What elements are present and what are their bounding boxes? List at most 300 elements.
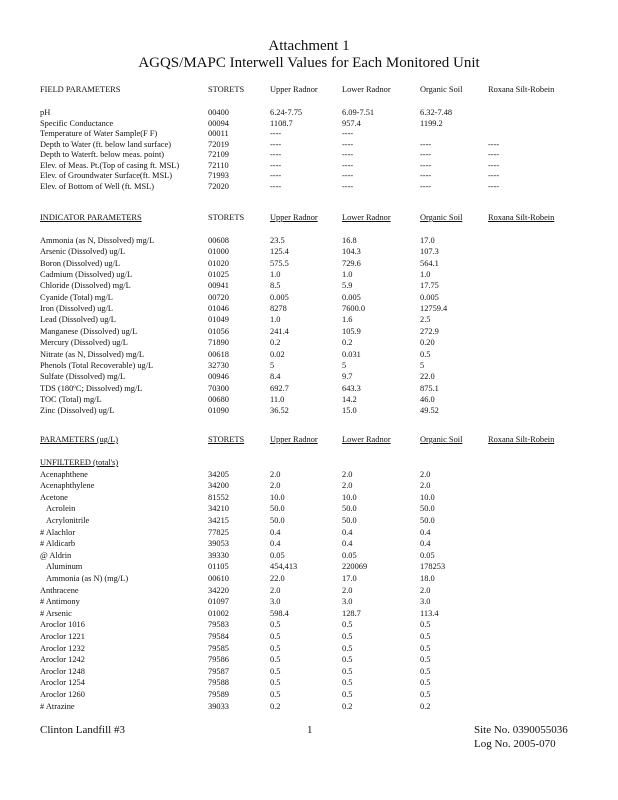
cell-value: 0.4	[420, 527, 431, 537]
cell-value: 0.5	[342, 655, 353, 665]
table-row	[0, 327, 618, 337]
cell-value: 2.0	[342, 585, 353, 595]
parameter-name: Arsenic (Dissolved) ug/L	[40, 247, 126, 257]
cell-value: 11.0	[270, 394, 285, 404]
cell-value: 34210	[208, 504, 229, 514]
cell-value: 1108.7	[270, 118, 293, 128]
table-row	[0, 667, 618, 677]
table-row	[0, 161, 618, 171]
cell-value: 2.0	[270, 469, 281, 479]
parameter-name: Elev. of Bottom of Well (ft. MSL)	[40, 181, 155, 191]
cell-value: 3.0	[420, 597, 431, 607]
table-row	[0, 372, 618, 382]
table-row	[0, 384, 618, 394]
parameter-name: Zinc (Dissolved) ug/L	[40, 406, 115, 416]
table-row	[0, 182, 618, 192]
cell-value: 5	[420, 360, 425, 370]
cell-value: 2.0	[342, 469, 353, 479]
cell-value: 107.3	[420, 247, 439, 257]
parameter-name: Aroclor 1221	[40, 632, 85, 641]
cell-value: 39053	[208, 539, 229, 549]
parameter-name: Aroclor 1254	[40, 678, 85, 688]
cell-value: ----	[270, 150, 282, 159]
cell-value: 01097	[208, 597, 229, 607]
cell-value: 39330	[208, 550, 229, 560]
cell-value: 46.0	[420, 394, 435, 404]
cell-value: 128.7	[342, 608, 361, 618]
table-row	[0, 493, 618, 503]
cell-value: 10.0	[342, 492, 357, 502]
column-header: Lower Radnor	[342, 213, 391, 222]
table-row	[0, 458, 618, 468]
table-row	[0, 620, 618, 630]
table-row	[0, 338, 618, 348]
cell-value: 5	[342, 360, 347, 370]
cell-value: 71890	[208, 338, 229, 348]
cell-value: 01056	[208, 326, 229, 336]
column-header: Organic Soil	[420, 213, 463, 222]
table-row	[0, 406, 618, 416]
cell-value: 0.5	[420, 632, 431, 641]
parameter-name: Iron (Dissolved) ug/L	[40, 304, 114, 314]
parameter-name: # Alachlor	[40, 527, 76, 537]
cell-value: 15.0	[342, 406, 357, 416]
cell-value: ----	[342, 181, 354, 191]
cell-value: 1.6	[342, 315, 353, 325]
parameter-name: Temperature of Water Sample(F F)	[40, 129, 158, 138]
table-row	[0, 293, 618, 303]
cell-value: 12759.4	[420, 304, 448, 314]
table-row	[0, 574, 618, 584]
table-row	[0, 281, 618, 291]
cell-value: 692.7	[270, 383, 289, 393]
cell-value: 10.0	[420, 492, 435, 502]
cell-value: 0.4	[342, 539, 353, 549]
cell-value: 36.52	[270, 406, 289, 416]
cell-value: 0.20	[420, 338, 435, 348]
cell-value: 00094	[208, 118, 229, 128]
parameter-name: Aroclor 1232	[40, 643, 85, 653]
cell-value: 6.09-7.51	[342, 108, 375, 117]
cell-value: 79588	[208, 678, 229, 688]
cell-value: 17.0	[342, 574, 357, 583]
parameter-name: UNFILTERED (total's)	[40, 458, 119, 467]
cell-value: ----	[420, 150, 432, 159]
cell-value: 2.0	[420, 481, 431, 491]
cell-value: 00011	[208, 129, 229, 138]
cell-value: 2.0	[270, 481, 281, 491]
table-row	[0, 644, 618, 654]
cell-value: 50.0	[420, 516, 435, 525]
parameter-name: # Atrazine	[40, 701, 75, 711]
cell-value: 0.5	[270, 666, 281, 676]
section-header	[0, 435, 618, 445]
footer-log-number: Log No. 2005-070	[474, 738, 556, 750]
parameter-name: pH	[40, 108, 51, 117]
cell-value: 0.5	[270, 678, 281, 688]
cell-value: 50.0	[420, 504, 435, 514]
cell-value: 1.0	[420, 270, 431, 280]
table-row	[0, 470, 618, 480]
cell-value: ----	[342, 129, 354, 138]
cell-value: 0.5	[270, 690, 281, 699]
cell-value: 104.3	[342, 247, 361, 257]
parameter-name: Chloride (Dissolved) mg/L	[40, 281, 131, 291]
cell-value: ----	[420, 171, 432, 180]
cell-value: 178253	[420, 562, 446, 572]
table-row	[0, 481, 618, 491]
column-header: Roxana Silt-Robein	[488, 213, 555, 222]
cell-value: ----	[270, 129, 282, 138]
cell-value: 0.5	[420, 666, 431, 676]
page-title: Attachment 1	[268, 38, 350, 54]
cell-value: ----	[270, 181, 282, 191]
cell-value: 01049	[208, 315, 229, 325]
table-row	[0, 632, 618, 642]
cell-value: 220069	[342, 562, 368, 572]
parameter-name: Anthracene	[40, 585, 79, 595]
cell-value: 0.5	[420, 678, 431, 688]
cell-value: 3.0	[342, 597, 353, 607]
cell-value: 0.5	[420, 690, 431, 699]
cell-value: 72110	[208, 160, 229, 170]
cell-value: 01025	[208, 270, 229, 280]
cell-value: 241.4	[270, 326, 289, 336]
cell-value: 0.4	[342, 527, 353, 537]
cell-value: 643.3	[342, 383, 361, 393]
cell-value: 272.9	[420, 326, 439, 336]
cell-value: 1.0	[270, 270, 281, 280]
cell-value: 0.4	[270, 539, 281, 549]
table-row	[0, 609, 618, 619]
parameter-name: Cadmium (Dissolved) ug/L	[40, 270, 133, 280]
cell-value: 22.0	[270, 574, 285, 583]
cell-value: 01002	[208, 608, 229, 618]
cell-value: ----	[420, 139, 432, 149]
table-row	[0, 270, 618, 280]
column-header: STORETS	[208, 435, 245, 444]
cell-value: 39033	[208, 701, 229, 711]
parameter-name: Aroclor 1242	[40, 655, 85, 665]
column-header: INDICATOR PARAMETERS	[40, 213, 142, 222]
parameter-name: Sulfate (Dissolved) mg/L	[40, 372, 126, 382]
cell-value: 71993	[208, 171, 229, 180]
cell-value: 0.5	[420, 620, 431, 630]
cell-value: 0.5	[342, 643, 353, 653]
cell-value: 10.0	[270, 492, 285, 502]
column-header: Organic Soil	[420, 85, 463, 94]
parameter-name: @ Aldrin	[40, 550, 72, 560]
parameter-name: Manganese (Dissolved) ug/L	[40, 326, 138, 336]
column-header: Roxana Silt-Robein	[488, 85, 555, 94]
cell-value: 32730	[208, 360, 229, 370]
cell-value: 22.0	[420, 372, 435, 382]
column-header: STORETS	[208, 213, 245, 222]
table-row	[0, 702, 618, 712]
cell-value: 01000	[208, 247, 229, 257]
parameter-name: Boron (Dissolved) ug/L	[40, 258, 121, 268]
parameter-name: Aluminum	[46, 562, 83, 572]
cell-value: 81552	[208, 492, 229, 502]
cell-value: 01090	[208, 406, 229, 416]
section-header	[0, 213, 618, 223]
cell-value: 77825	[208, 527, 229, 537]
cell-value: 17.75	[420, 281, 439, 291]
cell-value: 0.031	[342, 349, 361, 359]
column-header: Lower Radnor	[342, 435, 391, 444]
column-header: FIELD PARAMETERS	[40, 85, 121, 94]
cell-value: 34200	[208, 481, 229, 491]
table-row	[0, 140, 618, 150]
column-header: PARAMETERS (ug/L)	[40, 435, 119, 444]
parameter-name: Aroclor 1260	[40, 690, 85, 699]
cell-value: 34215	[208, 516, 229, 525]
cell-value: 0.5	[270, 632, 281, 641]
cell-value: 0.02	[270, 349, 285, 359]
cell-value: 49.52	[420, 406, 439, 416]
parameter-name: Lead (Dissolved) ug/L	[40, 315, 116, 325]
table-row	[0, 690, 618, 700]
cell-value: 01105	[208, 562, 229, 572]
cell-value: 00680	[208, 394, 229, 404]
parameter-name: # Aldicarb	[40, 539, 76, 549]
cell-value: 00941	[208, 281, 229, 291]
table-row	[0, 597, 618, 607]
column-header: Organic Soil	[420, 435, 463, 444]
cell-value: 50.0	[342, 504, 357, 514]
cell-value: 0.5	[420, 655, 431, 665]
parameter-name: Nitrate (as N, Dissolved) mg/L	[40, 349, 144, 359]
cell-value: 105.9	[342, 326, 361, 336]
table-row	[0, 129, 618, 139]
parameter-name: # Arsenic	[40, 608, 72, 618]
table-row	[0, 150, 618, 160]
cell-value: 14.2	[342, 394, 357, 404]
column-header: STORETS	[208, 85, 245, 94]
table-row	[0, 551, 618, 561]
cell-value: 0.4	[270, 527, 281, 537]
cell-value: 0.05	[420, 550, 435, 560]
table-row	[0, 655, 618, 665]
cell-value: 23.5	[270, 236, 285, 245]
cell-value: 01020	[208, 258, 229, 268]
table-row	[0, 586, 618, 596]
parameter-name: Acenaphthene	[40, 469, 88, 479]
cell-value: ----	[488, 150, 500, 159]
cell-value: 72109	[208, 150, 229, 159]
cell-value: 18.0	[420, 574, 435, 583]
cell-value: ----	[488, 139, 500, 149]
cell-value: 2.5	[420, 315, 431, 325]
cell-value: 6.32-7.48	[420, 108, 453, 117]
cell-value: 50.0	[270, 516, 285, 525]
cell-value: 1.0	[342, 270, 353, 280]
cell-value: 1199.2	[420, 118, 443, 128]
parameter-name: Ammonia (as N) (mg/L)	[46, 574, 129, 583]
cell-value: 50.0	[342, 516, 357, 525]
cell-value: 79585	[208, 643, 229, 653]
table-row	[0, 236, 618, 246]
parameter-name: Acetone	[40, 492, 68, 502]
parameter-name: Phenols (Total Recoverable) ug/L	[40, 360, 154, 370]
column-header: Roxana Silt-Robein	[488, 435, 555, 444]
cell-value: 01046	[208, 304, 229, 314]
page-number: 1	[307, 724, 313, 736]
table-row	[0, 528, 618, 538]
cell-value: ----	[488, 181, 500, 191]
cell-value: 0.005	[420, 292, 439, 302]
cell-value: 00610	[208, 574, 229, 583]
cell-value: 0.5	[420, 349, 431, 359]
table-row	[0, 171, 618, 181]
cell-value: ----	[488, 160, 500, 170]
cell-value: ----	[420, 181, 432, 191]
cell-value: 6.24-7.75	[270, 108, 303, 117]
table-row	[0, 361, 618, 371]
cell-value: 79583	[208, 620, 229, 630]
cell-value: 5.9	[342, 281, 353, 291]
cell-value: 00400	[208, 108, 229, 117]
cell-value: ----	[270, 160, 282, 170]
table-row	[0, 678, 618, 688]
cell-value: 00608	[208, 236, 229, 245]
parameter-name: Mercury (Dissolved) ug/L	[40, 338, 128, 348]
column-header: Lower Radnor	[342, 85, 391, 94]
cell-value: 1.0	[270, 315, 281, 325]
cell-value: 454,413	[270, 562, 298, 572]
column-header: Upper Radnor	[270, 435, 318, 444]
table-row	[0, 516, 618, 526]
cell-value: 0.2	[270, 701, 281, 711]
parameter-name: Elev. of Meas. Pt.(Top of casing ft. MSL)	[40, 160, 180, 170]
cell-value: 0.5	[342, 620, 353, 630]
cell-value: 70300	[208, 383, 229, 393]
cell-value: 79589	[208, 690, 229, 699]
table-row	[0, 315, 618, 325]
cell-value: 0.5	[342, 690, 353, 699]
parameter-name: Acenaphthylene	[40, 481, 95, 491]
cell-value: 0.5	[342, 678, 353, 688]
cell-value: 0.5	[270, 620, 281, 630]
cell-value: 2.0	[270, 585, 281, 595]
cell-value: 00946	[208, 372, 229, 382]
cell-value: ----	[342, 139, 354, 149]
cell-value: 16.8	[342, 236, 357, 245]
cell-value: 17.0	[420, 236, 435, 245]
table-row	[0, 247, 618, 257]
cell-value: 0.2	[342, 701, 353, 711]
cell-value: 34220	[208, 585, 229, 595]
cell-value: 00618	[208, 349, 229, 359]
cell-value: 0.005	[342, 292, 361, 302]
cell-value: 8.4	[270, 372, 281, 382]
table-row	[0, 562, 618, 572]
cell-value: 729.6	[342, 258, 361, 268]
parameter-name: Depth to Water (ft. below land surface)	[40, 139, 172, 149]
section-header	[0, 85, 618, 95]
footer-site-number: Site No. 0390055036	[474, 724, 568, 736]
cell-value: ----	[420, 160, 432, 170]
cell-value: 0.5	[342, 666, 353, 676]
cell-value: 113.4	[420, 608, 439, 618]
parameter-name: Elev. of Groundwater Surface(ft. MSL)	[40, 171, 173, 180]
table-row	[0, 108, 618, 118]
parameter-name: Depth to Waterft. below meas. point)	[40, 150, 165, 159]
cell-value: 50.0	[270, 504, 285, 514]
table-row	[0, 350, 618, 360]
cell-value: 0.2	[270, 338, 281, 348]
cell-value: 8.5	[270, 281, 281, 291]
cell-value: 957.4	[342, 118, 361, 128]
cell-value: 72019	[208, 139, 229, 149]
cell-value: 875.1	[420, 383, 439, 393]
parameter-name: TDS (180ºC; Dissolved) mg/L	[40, 383, 143, 393]
cell-value: 9.7	[342, 372, 353, 382]
cell-value: 0.5	[420, 643, 431, 653]
parameter-name: Ammonia (as N, Dissolved) mg/L	[40, 236, 155, 245]
table-row	[0, 259, 618, 269]
table-row	[0, 504, 618, 514]
cell-value: 00720	[208, 292, 229, 302]
table-row	[0, 539, 618, 549]
cell-value: 0.5	[342, 632, 353, 641]
cell-value: 79587	[208, 666, 229, 676]
parameter-name: Cyanide (Total) mg/L	[40, 292, 113, 302]
column-header: Upper Radnor	[270, 213, 318, 222]
parameter-name: TOC (Total) mg/L	[40, 394, 102, 404]
table-row	[0, 304, 618, 314]
cell-value: 72020	[208, 181, 229, 191]
table-row	[0, 119, 618, 129]
cell-value: 0.05	[270, 550, 285, 560]
cell-value: 79584	[208, 632, 229, 641]
cell-value: 0.5	[270, 643, 281, 653]
page-subtitle: AGQS/MAPC Interwell Values for Each Monitored Unit	[138, 55, 480, 71]
cell-value: ----	[488, 171, 500, 180]
parameter-name: Specific Conductance	[40, 118, 114, 128]
cell-value: ----	[342, 171, 354, 180]
cell-value: 0.4	[420, 539, 431, 549]
cell-value: ----	[270, 139, 282, 149]
cell-value: 0.2	[342, 338, 353, 348]
column-header: Upper Radnor	[270, 85, 318, 94]
cell-value: 0.5	[270, 655, 281, 665]
cell-value: 3.0	[270, 597, 281, 607]
parameter-name: Aroclor 1016	[40, 620, 85, 630]
parameter-name: Aroclor 1248	[40, 666, 85, 676]
cell-value: 2.0	[420, 585, 431, 595]
cell-value: 0.005	[270, 292, 289, 302]
cell-value: 0.05	[342, 550, 357, 560]
cell-value: 125.4	[270, 247, 289, 257]
parameter-name: Acrylonitrile	[46, 516, 90, 525]
cell-value: ----	[342, 160, 354, 170]
parameter-name: # Antimony	[40, 597, 80, 607]
table-row	[0, 395, 618, 405]
cell-value: 2.0	[420, 469, 431, 479]
cell-value: 7600.0	[342, 304, 366, 314]
cell-value: ----	[342, 150, 354, 159]
parameter-name: Acrolein	[46, 504, 76, 514]
cell-value: 8278	[270, 304, 287, 314]
cell-value: ----	[270, 171, 282, 180]
cell-value: 2.0	[342, 481, 353, 491]
cell-value: 34205	[208, 469, 229, 479]
cell-value: 0.2	[420, 701, 431, 711]
cell-value: 598.4	[270, 608, 289, 618]
cell-value: 5	[270, 360, 275, 370]
cell-value: 564.1	[420, 258, 439, 268]
